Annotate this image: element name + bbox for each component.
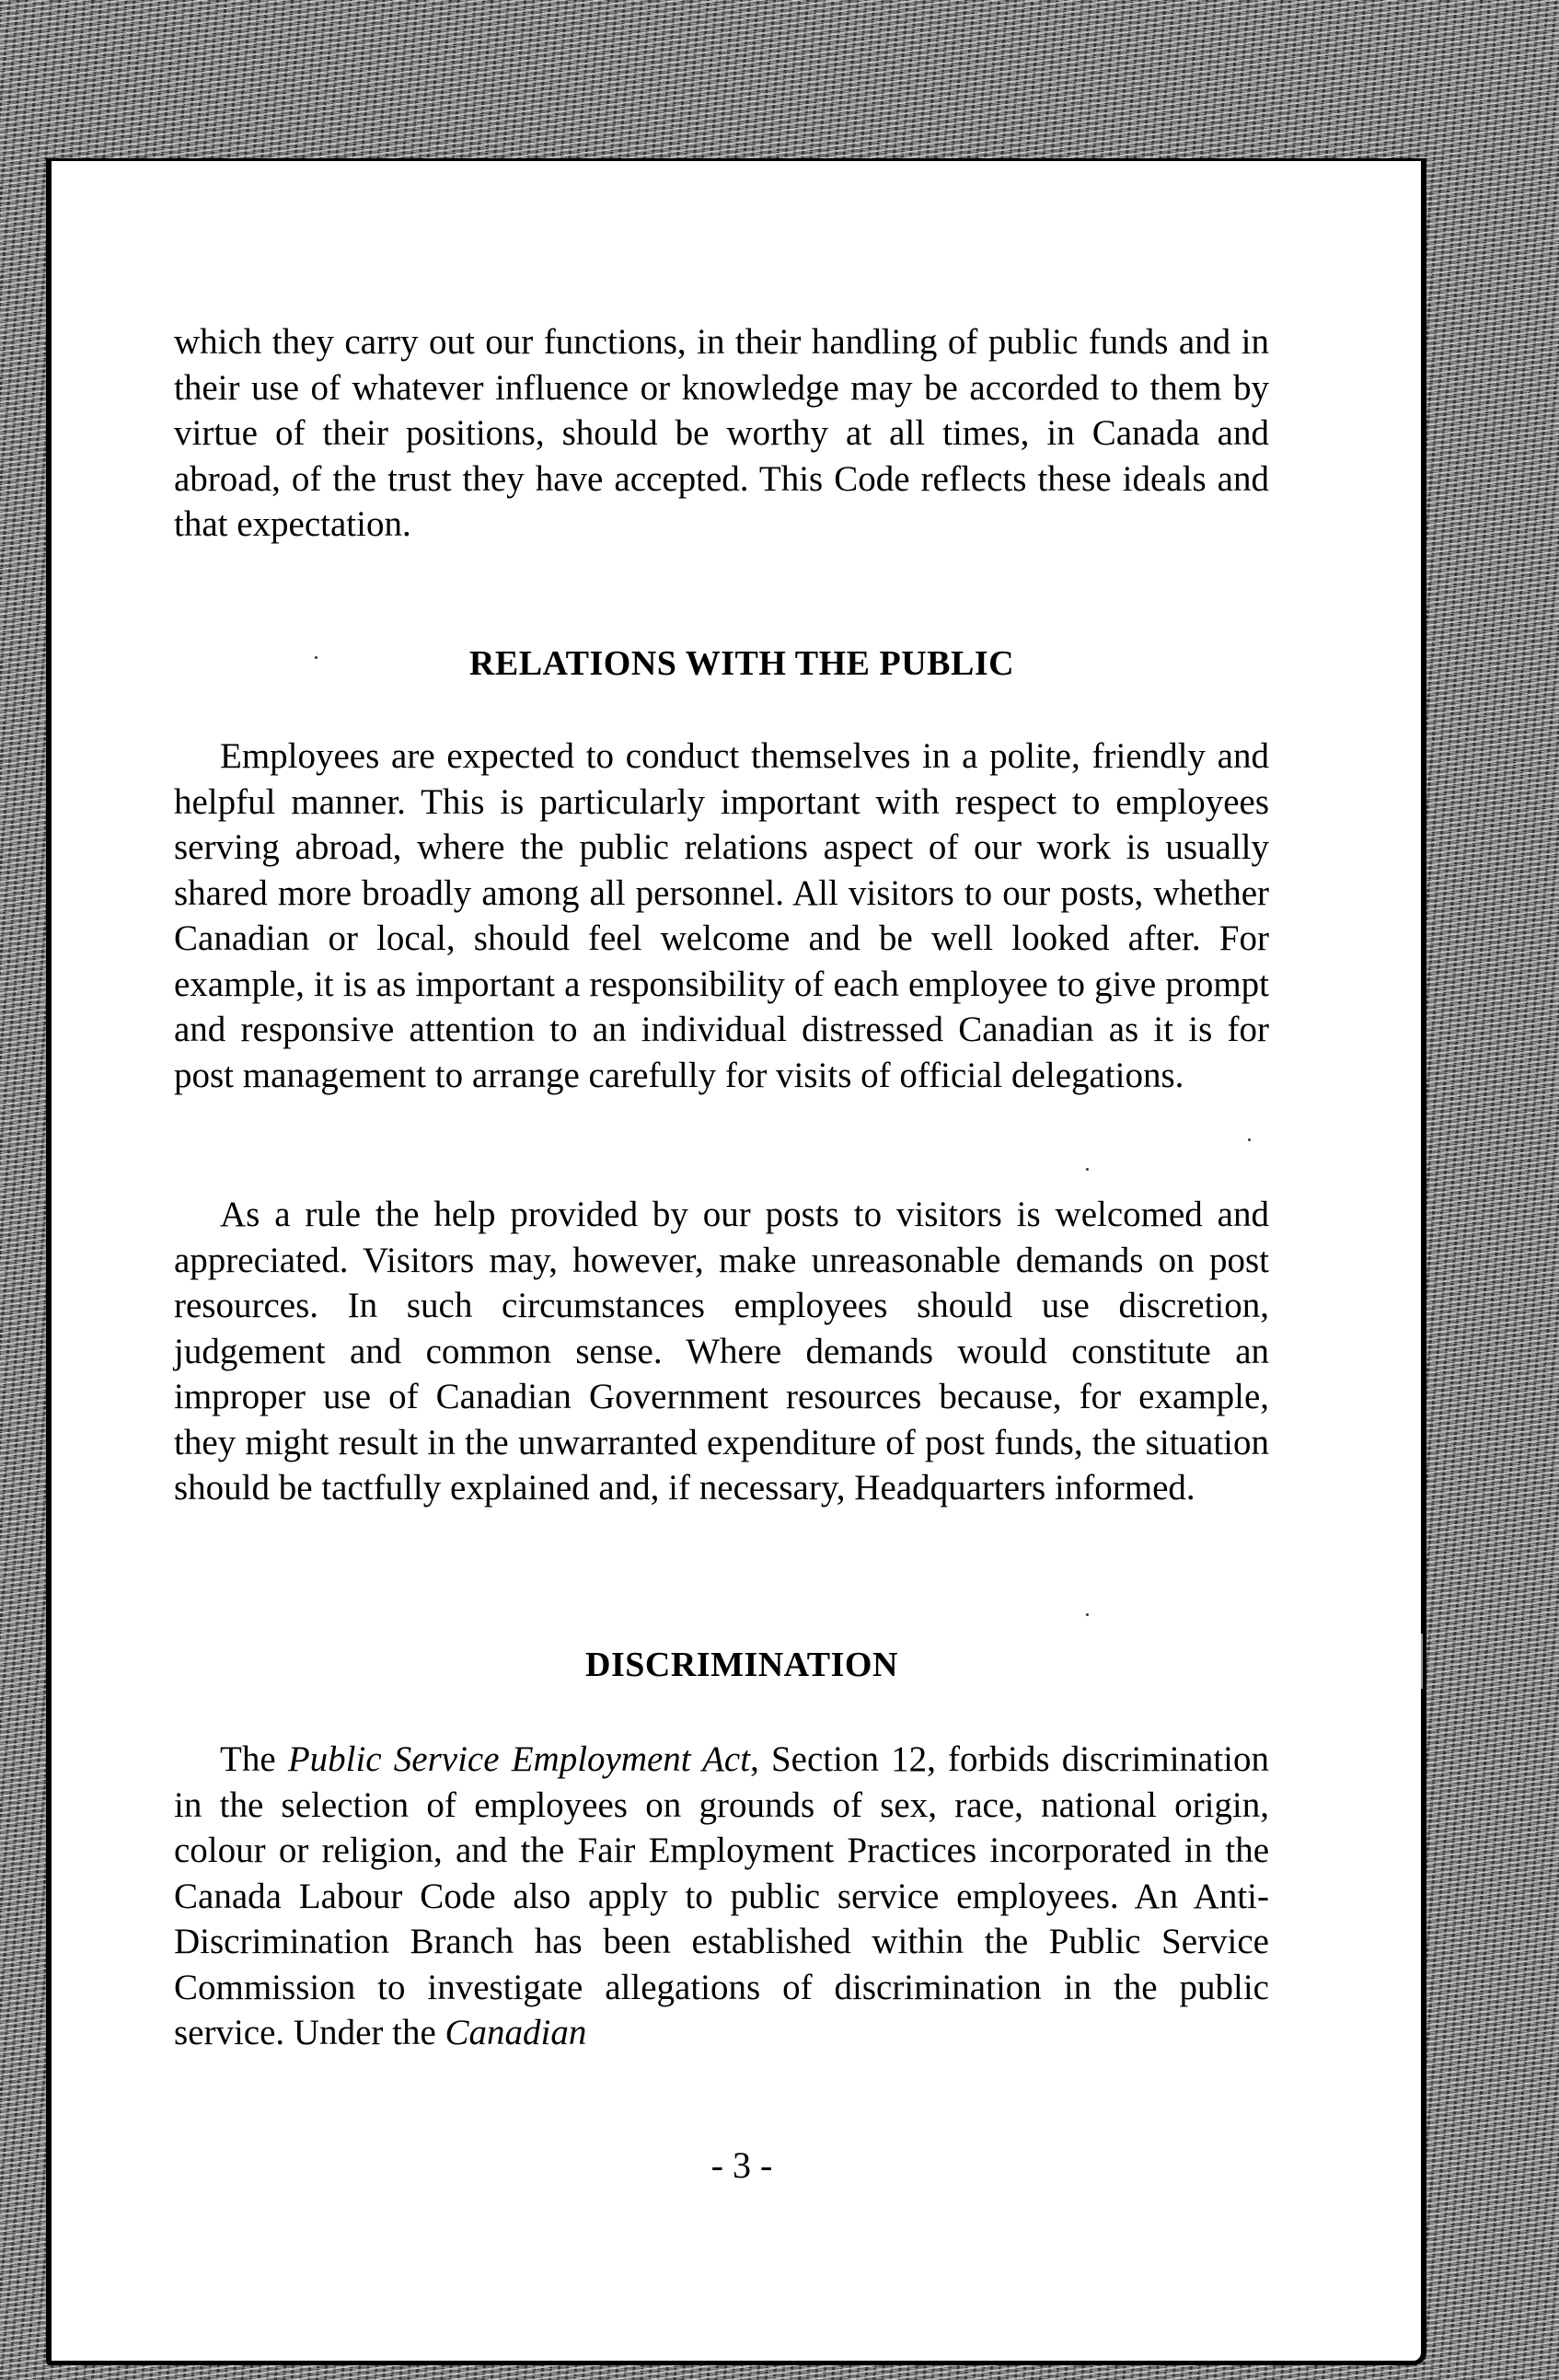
- scan-speck: [1086, 1168, 1089, 1171]
- relations-paragraph-2: As a rule the help provided by our posts to visitors is welcomed and appreciated. Visitors may, however, make unreasonable demands on post resources. In such circumstances employees should use discretion, judgement and common sense. Where demands would constitute an improper use of Canadian Government resources because, for example, they might result in the unwarranted expenditure of post funds, the situation should be tactfully explained and, if necessary, Headquarters informed.: [174, 1195, 1269, 1508]
- discrimination-paragraph: [174, 1737, 1269, 2056]
- act-title: Public Service Employment Act: [287, 1739, 751, 1779]
- document-page: [46, 158, 1426, 2365]
- trailing-italic-text: Canadian: [445, 2013, 587, 2052]
- discrimination-body: , Section 12, forbids discrimination in the selection of employees on grounds of sex, race, national origin, colour or religion, and the Fair Employment Practices incorporated in the Canada Labour Code also apply to public service employees. An Anti-Discrimination Branch has been established within the Public Service Commission to investigate allegations of discrimination in the public service. Under the: [174, 1739, 1270, 2052]
- opening-text-block: [174, 319, 1269, 548]
- discrimination-lead: The: [220, 1739, 288, 1779]
- scan-speck: [315, 656, 318, 659]
- section-heading-discrimination: DISCRIMINATION: [585, 1646, 898, 1684]
- opening-paragraph: which they carry out our functions, in their handling of public funds and in their use of whatever influence or knowledge may be accorded to them by virtue of their positions, should be worthy at all times, in Canada and abroad, of the trust they have accepted. This Code reflects these ideals and that expectation.: [174, 322, 1269, 544]
- page-margin-mark: [1421, 1634, 1423, 1689]
- section-heading-relations: RELATIONS WITH THE PUBLIC: [468, 644, 1015, 683]
- relations-text-block: [174, 734, 1269, 1098]
- page-number: - 3 -: [710, 2144, 773, 2186]
- relations-text-block-2: [174, 1192, 1269, 1511]
- scan-speck: [1086, 1613, 1089, 1616]
- discrimination-text-block: [174, 1737, 1269, 2056]
- relations-paragraph-1: Employees are expected to conduct themselves in a polite, friendly and helpful manner. This is particularly important with respect to employees serving abroad, where the public relations aspect of our work is usually shared more broadly among all personnel. All visitors to our posts, whether Canadian or local, should feel welcome and be well looked after. For example, it is as important a responsibility of each employee to give prompt and responsive attention to an individual distressed Canadian as it is for post management to arrange carefully for visits of official delegations.: [174, 736, 1269, 1095]
- scan-speck: [1248, 1138, 1251, 1141]
